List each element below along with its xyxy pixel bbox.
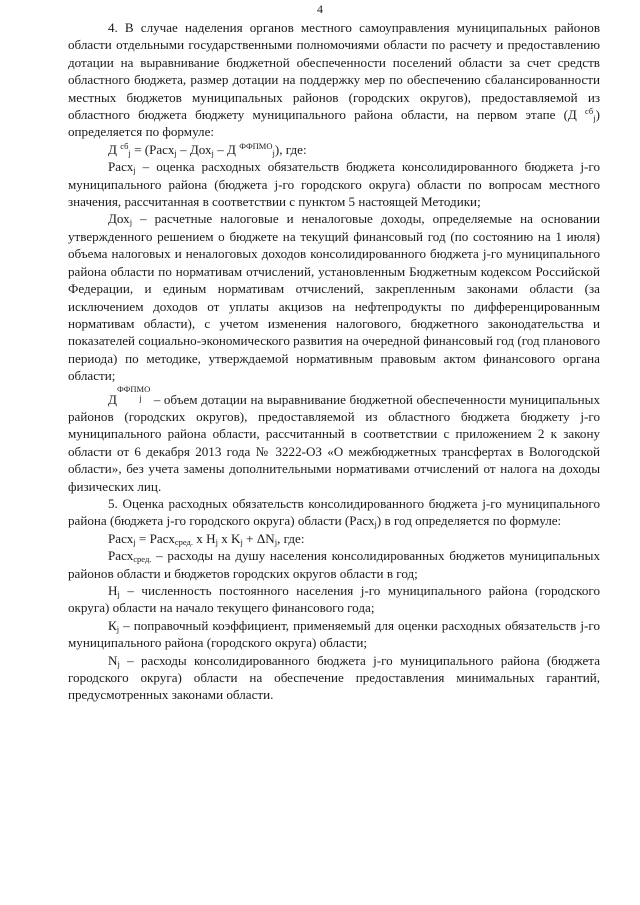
page-number: 4: [317, 2, 323, 16]
paragraph-5: 5. Оценка расходных обязательств консолидированного бюджета j-го муниципального района (бюджета j-го городского округа) области (Расх$_j$) в год определяется по формуле:: [68, 495, 600, 530]
definition-dffpmo: Д ФФПМО j – объем дотации на выравнивание бюджетной обеспеченности муниципальных районов (городских округов), предоставляемой из областного бюджета бюджету j-го муниципального района области, рассчитанный в соответствии с приложением 2 к закону области от 6 декабря 2013 года № 3222-ОЗ «О межбюджетных трансфертах в Вологодской области», без учета замены дополнительными нормативами отчислений от налога на доходы физических лиц.: [68, 383, 600, 494]
dffpmo-term: Д ФФПМО j: [108, 383, 151, 407]
definition-n-guarantees: $N_j$ – расходы консолидированного бюджета j-го муниципального района (бюджета городского округа) области на обеспечение предоставления минимальных гарантий, предусмотренных законами области.: [68, 652, 600, 703]
definition-dox: Дох$_j$ – расчетные налоговые и неналоговые доходы, определяемые на основании утвержденного решением о бюджете на текущий финансовый год (по состоянию на 1 июля) объема налоговых и неналоговых доходов консолидированного бюджета j-го муниципального района области по нормативам отчислений, установленным Бюджетным кодексом Российской Федерации, и единым нормативам отчислений, закрепленным законами области (за исключением доходов от уплаты акцизов на нефтепродукты по дифференцированным нормативам области), с учетом изменения налогового, бюджетного законодательства и показателей социально-экономического развития на очередной финансовый год (год планового периода) по методике, утверждаемой нормативным правовым актом финансового органа области;: [68, 211, 601, 384]
definition-rasx-sred: Расх$_{сред.}$ – расходы на душу населения консолидированных бюджетов муниципальных районов области и бюджетов городских округов области в год;: [68, 548, 600, 581]
definition-rasx: Расх$_j$ – оценка расходных обязательств бюджета консолидированного бюджета j-го муниципального района (бюджета j-го городского округа) области по вопросам местного значения, рассчитанная в соответствии с пунктом 5 настоящей Методики;: [68, 159, 600, 210]
formula-dotation: Д $^{сб}_j$ = (Расх$_j$ – Дох$_j$ – Д $^{ФФПМО}_j$), где:: [108, 140, 307, 158]
paragraph-4: 4. В случае наделения органов местного самоуправления муниципальных районов области отдельными государственными полномочиями области по расчету и предоставлению дотации на выравнивание бюджетной обеспеченности поселений области за счет средств областного бюджета, размер дотации на поддержку мер по обеспечению сбалансированности местных бюджетов муниципальных районов (городских округов), предоставляемой из областного бюджета бюджету муниципального района области, на первом этапе (Д $^{сб}_j$) определяется по формуле:: [68, 20, 600, 140]
document-body: [68, 19, 600, 704]
definition-n-population: $Н_j$ – численность постоянного населения j-го муниципального района (городского округа) области на начало текущего финансового года;: [68, 583, 600, 616]
formula-rasx: Расх$_j$ = Расх$_{сред.}$ x $Н_j$ x $K_j + \Delta N_j$, где:: [108, 530, 305, 547]
definition-k-coefficient: $К_j$ – поправочный коэффициент, применяемый для оценки расходных обязательств j-го муниципального района (городского округа) области;: [68, 617, 600, 651]
